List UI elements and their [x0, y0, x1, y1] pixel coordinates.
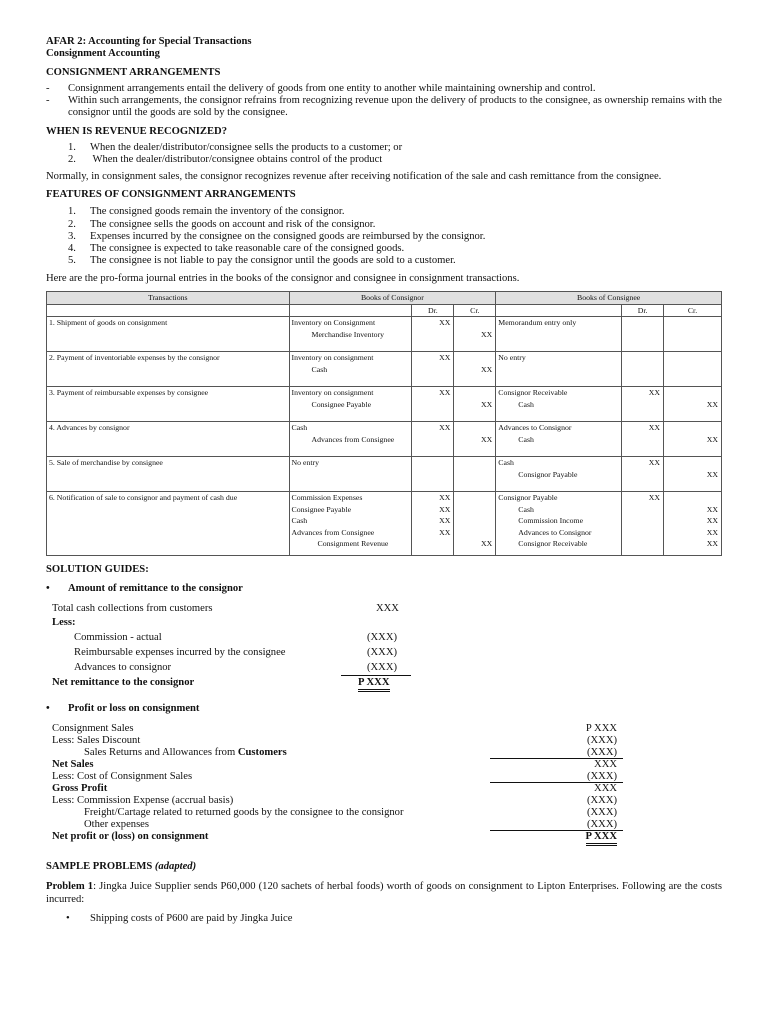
- section-title-consignment: CONSIGNMENT ARRANGEMENTS: [46, 66, 221, 78]
- net-profit-value: P XXX: [586, 831, 618, 846]
- consignee-cr-cell: XX: [664, 422, 722, 457]
- blank-cell: [47, 304, 290, 317]
- account-name: Advances to Consignor: [498, 423, 572, 433]
- table-row: [47, 352, 722, 387]
- total-value: XXX: [376, 602, 399, 614]
- account-name: Consignor Payable: [518, 469, 578, 479]
- list-item: 2. When the dealer/distributor/consignee obtains control of the product: [68, 154, 383, 166]
- account-name: Advances from Consignee: [311, 434, 395, 444]
- account-name: No entry: [291, 458, 320, 468]
- bullet-icon: •: [46, 583, 50, 595]
- list-item: 4. The consignee is expected to take reasonable care of the consigned goods.: [68, 243, 405, 255]
- account-name: Commission Expenses: [291, 493, 363, 503]
- gross-label: Gross Profit: [52, 782, 108, 794]
- less-label: Less:: [52, 616, 76, 628]
- consignee-dr-cell: XX: [622, 422, 664, 457]
- reimb-value: (XXX): [367, 646, 398, 658]
- problem-1-text: Problem 1: Jingka Juice Supplier sends P60,000 (120 sachets of herbal foods) worth of goods on consignment to Lipton Enterprises. Following are the costs incurred:: [46, 881, 722, 905]
- table-row: [47, 317, 722, 352]
- consignee-cr-cell: XX: [664, 457, 722, 492]
- consignor-cr-cell: XX: [454, 422, 496, 457]
- freight-label: Freight/Cartage related to returned goods by the consignee to the consignor: [84, 806, 404, 818]
- consignee-account-cell: [496, 457, 622, 492]
- blank-cell: [289, 304, 412, 317]
- col-header-transactions: Transactions: [47, 292, 290, 305]
- account-name: Consignor Receivable: [498, 388, 568, 398]
- account-name: Consignment Revenue: [317, 539, 389, 549]
- account-name: Merchandise Inventory: [311, 329, 385, 339]
- list-item: 2. The consignee sells the goods on account and risk of the consignor.: [68, 218, 376, 230]
- account-name: Consignee Payable: [291, 504, 352, 514]
- consignee-dr-cell: [622, 352, 664, 387]
- consignor-account-cell: [289, 457, 412, 492]
- consignee-dr-cell: XX: [622, 457, 664, 492]
- gross-value: XXX: [594, 782, 617, 794]
- list-item: - Consignment arrangements entail the delivery of goods from one entity to another while maintaining ownership and control.: [46, 83, 722, 95]
- features-list: [46, 206, 722, 267]
- journal-intro: Here are the pro-forma journal entries in the books of the consignor and consignee in consignment transactions.: [46, 272, 520, 284]
- consignor-cr-cell: XX: [454, 387, 496, 422]
- account-name: Consignee Payable: [311, 399, 372, 409]
- problem-bullet: • Shipping costs of P600 are paid by Jingka Juice: [66, 912, 293, 924]
- account-name: Commission Income: [518, 516, 584, 526]
- col-cr: Cr.: [454, 304, 496, 317]
- col-dr: Dr.: [412, 304, 454, 317]
- account-name: Advances to Consignor: [518, 527, 592, 537]
- transaction-cell: 5. Sale of merchandise by consignee: [47, 457, 290, 492]
- discount-value: (XXX): [586, 734, 617, 746]
- transaction-cell: 6. Notification of sale to consignor and payment of cash due: [47, 492, 290, 556]
- returns-value: (XXX): [586, 746, 617, 758]
- cost-value: (XXX): [586, 770, 617, 782]
- sales-value: P XXX: [585, 722, 617, 734]
- consignment-points: [46, 83, 722, 120]
- consignor-cr-cell: [454, 457, 496, 492]
- account-name: Inventory on consignment: [291, 388, 374, 398]
- consignee-account-cell: [496, 317, 622, 352]
- net-remittance-value: P XXX: [358, 677, 390, 692]
- account-name: Cash: [498, 458, 514, 468]
- topic-title: Consignment Accounting: [46, 48, 160, 60]
- account-name: Cash: [311, 364, 328, 374]
- account-name: Inventory on Consignment: [291, 318, 376, 328]
- consignor-account-cell: [289, 352, 412, 387]
- account-name: Consignor Payable: [498, 493, 558, 503]
- course-title: AFAR 2: Accounting for Special Transactions: [46, 36, 252, 47]
- col-dr: Dr.: [622, 304, 664, 317]
- consignor-cr-cell: XX: [454, 317, 496, 352]
- consignee-cr-cell: XX XX XX XX: [664, 492, 722, 556]
- revenue-note: Normally, in consignment sales, the consignor recognizes revenue after receiving notification of the sale and cash remittance from the consignee.: [46, 170, 662, 182]
- net-sales-value: XXX: [594, 758, 617, 770]
- consignor-cr-cell: XX: [454, 492, 496, 556]
- table-row: [47, 457, 722, 492]
- consignor-account-cell: [289, 387, 412, 422]
- remittance-computation: [46, 603, 722, 699]
- total-label: Total cash collections from customers: [52, 602, 213, 614]
- net-profit-label: Net profit or (loss) on consignment: [52, 830, 209, 842]
- section-title-solution: SOLUTION GUIDES:: [46, 564, 149, 576]
- consignee-account-cell: [496, 422, 622, 457]
- consignor-account-cell: [289, 422, 412, 457]
- account-name: No entry: [498, 353, 526, 363]
- account-name: Cash: [518, 504, 534, 514]
- consignee-account-cell: [496, 352, 622, 387]
- advances-value: (XXX): [367, 661, 398, 673]
- revenue-list: [46, 142, 722, 167]
- consignor-dr-cell: XX: [412, 422, 454, 457]
- consignor-dr-cell: XX: [412, 387, 454, 422]
- consignor-dr-cell: XX: [412, 352, 454, 387]
- bullet-icon: •: [66, 912, 70, 924]
- account-name: Cash: [518, 434, 534, 444]
- consignor-account-cell: [289, 317, 412, 352]
- account-name: Cash: [291, 423, 308, 433]
- section-title-features: FEATURES OF CONSIGNMENT ARRANGEMENTS: [46, 188, 296, 200]
- freight-value: (XXX): [586, 806, 617, 818]
- consignor-dr-cell: XX: [412, 317, 454, 352]
- consignee-cr-cell: [664, 317, 722, 352]
- consignor-cr-cell: XX: [454, 352, 496, 387]
- table-row: [47, 422, 722, 457]
- bullet-icon: •: [46, 702, 50, 714]
- consignor-account-cell: [289, 492, 412, 556]
- consignee-dr-cell: XX: [622, 387, 664, 422]
- blank-cell: [496, 304, 622, 317]
- account-name: Cash: [291, 516, 308, 526]
- consignee-cr-cell: [664, 352, 722, 387]
- cost-label: Less: Cost of Consignment Sales: [52, 770, 193, 782]
- transaction-cell: 2. Payment of inventoriable expenses by the consignor: [47, 352, 290, 387]
- commission-exp-label: Less: Commission Expense (accrual basis): [52, 794, 234, 806]
- col-cr: Cr.: [664, 304, 722, 317]
- account-name: Advances from Consignee: [291, 527, 375, 537]
- net-sales-label: Net Sales: [52, 758, 94, 770]
- reimb-label: Reimbursable expenses incurred by the consignee: [74, 646, 286, 658]
- table-row: [47, 387, 722, 422]
- col-header-consignee: Books of Consignee: [496, 292, 722, 305]
- consignee-dr-cell: [622, 317, 664, 352]
- account-name: Consignor Receivable: [518, 539, 588, 549]
- table-row: [47, 492, 722, 556]
- list-item: 3. Expenses incurred by the consignee on the consigned goods are reimbursed by the consignor.: [68, 230, 486, 242]
- list-item: 1. The consigned goods remain the inventory of the consignor.: [68, 206, 345, 218]
- transaction-cell: 1. Shipment of goods on consignment: [47, 317, 290, 352]
- profit-computation: [46, 723, 722, 845]
- journal-entries-table: [46, 291, 722, 556]
- transaction-cell: 4. Advances by consignor: [47, 422, 290, 457]
- consignee-cr-cell: XX: [664, 387, 722, 422]
- profit-heading: • Profit or loss on consignment: [46, 702, 200, 714]
- consignor-dr-cell: [412, 457, 454, 492]
- transaction-cell: 3. Payment of reimbursable expenses by consignee: [47, 387, 290, 422]
- other-label: Other expenses: [84, 818, 150, 830]
- other-value: (XXX): [586, 818, 617, 830]
- discount-label: Less: Sales Discount: [52, 734, 141, 746]
- consignee-dr-cell: XX: [622, 492, 664, 556]
- col-header-consignor: Books of Consignor: [289, 292, 496, 305]
- returns-label: Sales Returns and Allowances from Customers: [84, 746, 287, 758]
- net-remittance-label: Net remittance to the consignor: [52, 676, 195, 688]
- consignor-dr-cell: XX XX XX XX: [412, 492, 454, 556]
- sales-label: Consignment Sales: [52, 722, 134, 734]
- list-item: 5. The consignee is not liable to pay the consignor until the goods are sold to a customer.: [68, 255, 456, 267]
- section-title-revenue: WHEN IS REVENUE RECOGNIZED?: [46, 125, 228, 137]
- commission-label: Commission - actual: [74, 631, 162, 643]
- divider: [341, 675, 411, 676]
- account-name: Inventory on consignment: [291, 353, 374, 363]
- consignee-account-cell: [496, 387, 622, 422]
- account-name: Memorandum entry only: [498, 318, 577, 328]
- account-name: Cash: [518, 399, 534, 409]
- section-title-sample: SAMPLE PROBLEMS (adapted): [46, 860, 197, 872]
- consignee-account-cell: [496, 492, 622, 556]
- list-item: 1. When the dealer/distributor/consignee sells the products to a customer; or: [68, 142, 403, 154]
- commission-value: (XXX): [367, 631, 398, 643]
- list-item: - Within such arrangements, the consignor refrains from recognizing revenue upon the delivery of products to the consignee, as ownership remains with the consignor until the goods are sold by the consignee.: [46, 95, 722, 120]
- commission-exp-value: (XXX): [586, 794, 617, 806]
- remittance-heading: • Amount of remittance to the consignor: [46, 583, 243, 595]
- advances-label: Advances to consignor: [74, 661, 172, 673]
